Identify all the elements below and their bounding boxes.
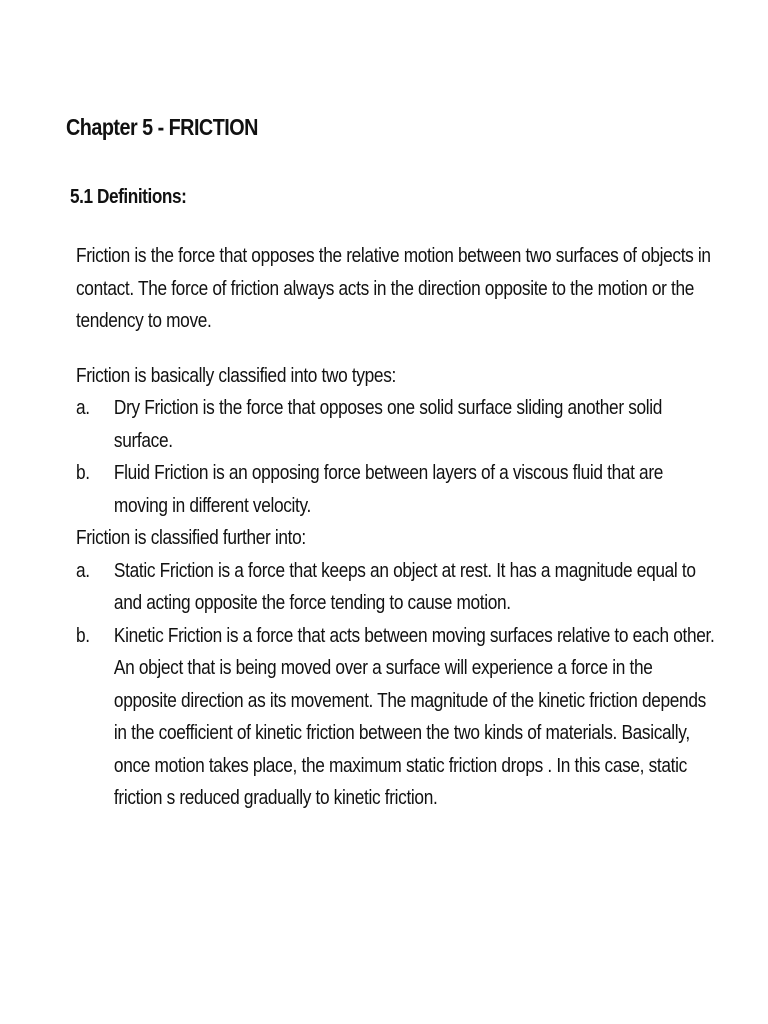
document-body (76, 240, 717, 815)
list-item-text: Static Friction is a force that keeps an object at rest. It has a magnitude equal to and acting opposite the force tending to cause motion. (113, 558, 696, 614)
section-heading: 5.1 Definitions: (70, 186, 187, 208)
list-item (76, 457, 717, 522)
list-item-text: Fluid Friction is an opposing force between layers of a viscous fluid that are moving in different velocity. (113, 461, 664, 517)
further-types-list (76, 555, 717, 815)
list-item (76, 555, 717, 620)
list-marker: a. (76, 396, 90, 419)
list-item (76, 392, 717, 457)
list-item-text: Dry Friction is the force that opposes one solid surface sliding another solid surface. (113, 396, 663, 452)
further-intro: Friction is classified further into: (76, 526, 306, 549)
list-marker: a. (76, 558, 90, 582)
list-marker: b. (76, 461, 90, 484)
types-list (76, 392, 717, 522)
list-marker: b. (76, 623, 90, 647)
definition-paragraph: Friction is the force that opposes the relative motion between two surfaces of objects in contact. The force of friction always acts in the direction opposite to the motion or the tendency to move. (76, 244, 711, 332)
chapter-title: Chapter 5 - FRICTION (66, 114, 258, 140)
list-item-text: Kinetic Friction is a force that acts between moving surfaces relative to each other. An object that is being moved over a surface will experience a force in the opposite direction as its movement. The magnitude of the kinetic friction depends in the coefficient of kinetic friction between the two kinds of materials. Basically, once motion takes place, the maximum static friction drops . In this case, static friction s reduced gradually to kinetic friction. (113, 623, 715, 809)
list-item (76, 620, 717, 815)
types-intro: Friction is basically classified into two types: (76, 363, 396, 387)
paragraph-gap (76, 338, 717, 360)
